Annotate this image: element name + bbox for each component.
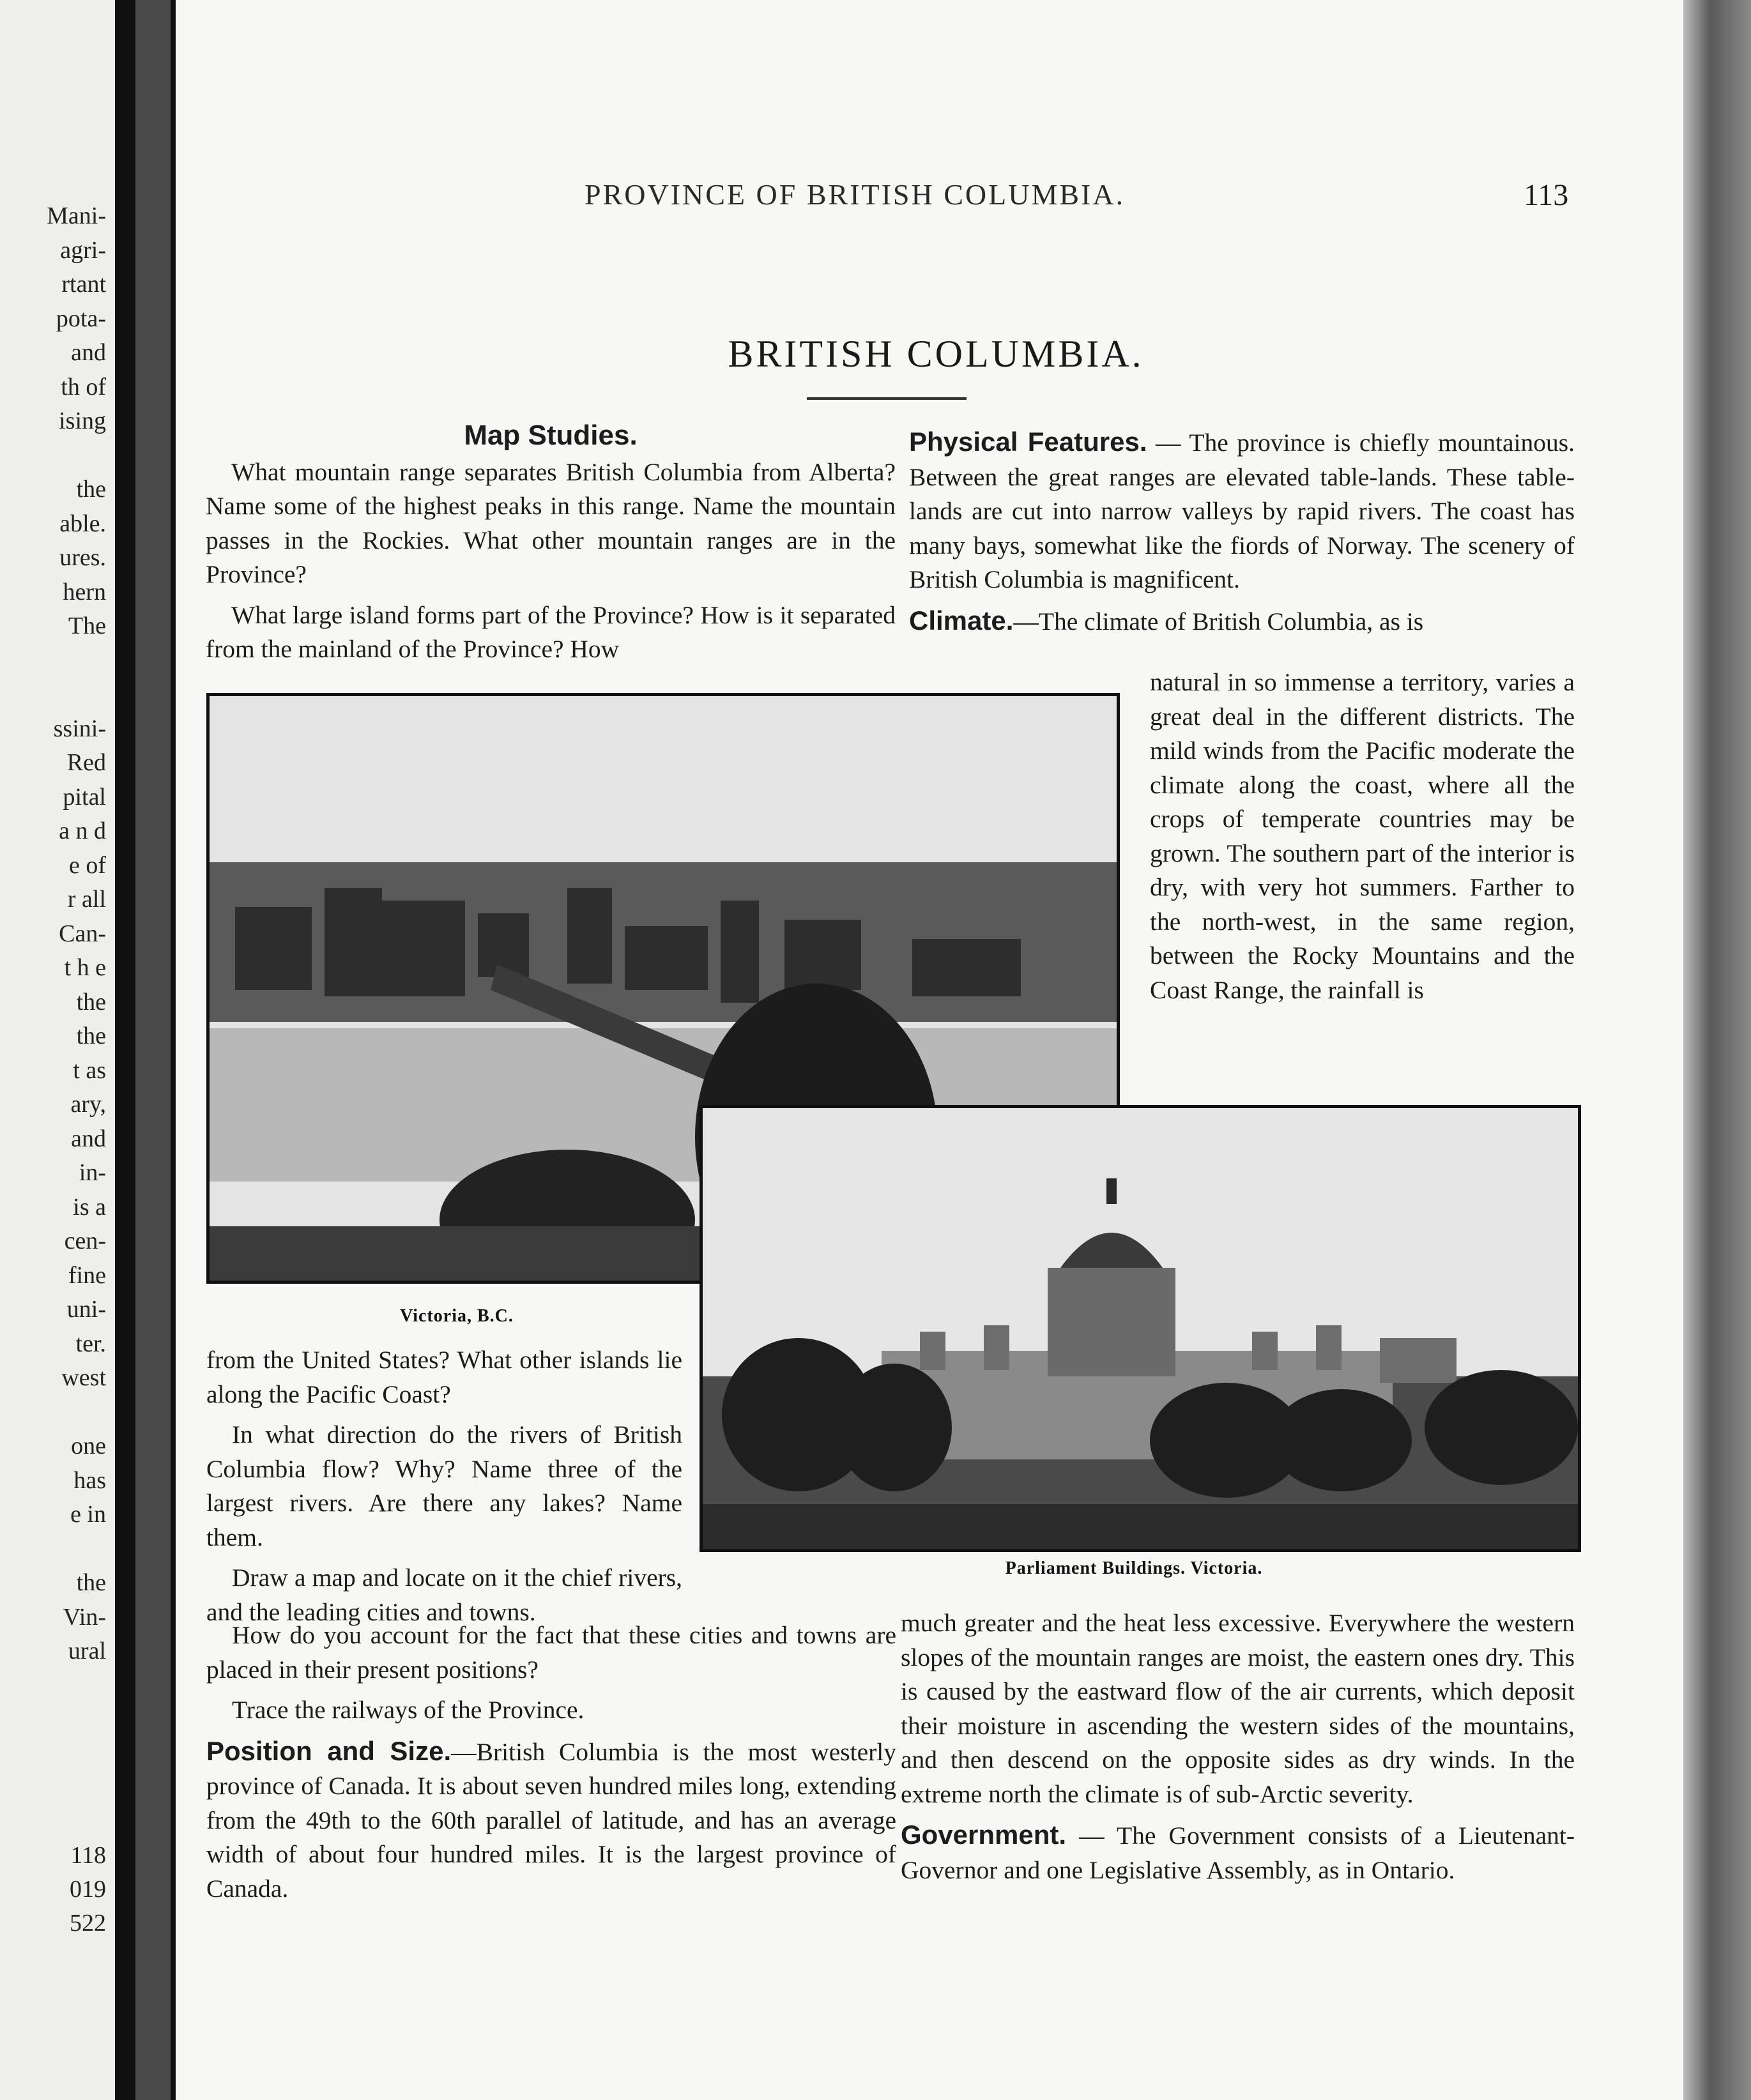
previous-page-line: uni- <box>66 1296 106 1323</box>
previous-page-number: 118 <box>70 1842 106 1869</box>
previous-page-line: hern <box>63 578 106 605</box>
previous-page-line: ssini- <box>53 715 106 742</box>
victoria-caption: Victoria, B.C. <box>400 1306 514 1326</box>
previous-page-line: the <box>76 476 106 503</box>
map-studies-bottom <box>206 1343 682 1629</box>
chapter-title: BRITISH COLUMBIA. <box>728 333 1144 375</box>
parliament-caption: Parliament Buildings. Victoria. <box>1005 1558 1263 1578</box>
previous-page-line: pota- <box>56 305 106 332</box>
previous-page-line: cen- <box>64 1228 106 1254</box>
previous-page-line: able. <box>59 510 106 537</box>
right-column-lower <box>901 1606 1575 1887</box>
previous-page-line: the <box>76 1569 106 1596</box>
map-studies-p2-cont: from the United States? What other islands lie along the Pacific Coast? <box>206 1346 682 1408</box>
previous-page-line: is a <box>73 1193 106 1221</box>
previous-page-line: t as <box>73 1056 106 1084</box>
previous-page-line: ising <box>59 407 106 434</box>
previous-page-edge <box>0 0 115 2100</box>
climate-narrow <box>1150 666 1575 1007</box>
previous-page-line: ures. <box>59 544 106 571</box>
map-studies-p5: How do you account for the fact that these cities and towns are placed in their present positions? <box>206 1621 896 1684</box>
map-studies-p4: Draw a map and locate on it the chief rivers, and the leading cities and towns. <box>206 1564 682 1626</box>
climate-lead: —The climate of British Columbia, as is <box>1013 607 1424 635</box>
previous-page-line: e of <box>68 851 106 879</box>
map-studies-p6: Trace the railways of the Province. <box>232 1696 585 1724</box>
previous-page-line: the <box>76 988 106 1016</box>
previous-page-line: r all <box>67 886 106 913</box>
page <box>176 0 1683 2100</box>
physical-features-heading: Physical Features. <box>909 427 1147 457</box>
climate-text-cont: much greater and the heat less excessive. Everywhere the western slopes of the mountain ranges are moist, the eastern ones dry. This is caused by the eastward flow of the air currents, which deposit their moisture in ascending the western sides of the mountains, and then descend on the opposite sides as dry winds. In the extreme north the climate is of sub-Arctic severity. <box>901 1609 1575 1808</box>
map-studies-heading: Map Studies. <box>464 420 638 451</box>
previous-page-line: one <box>71 1433 106 1459</box>
previous-page-line: Mani- <box>47 202 106 229</box>
previous-page-line: fine <box>68 1261 106 1289</box>
previous-page-number: 019 <box>70 1876 106 1903</box>
previous-page-line: has <box>73 1466 106 1494</box>
previous-page-line: a n d <box>59 818 106 844</box>
previous-page-line: pital <box>63 783 106 810</box>
map-studies-p2: What large island forms part of the Province? How is it separated from the mainland of the Province? How <box>206 600 896 663</box>
book-spine <box>135 0 171 2100</box>
position-size-heading: Position and Size. <box>206 1735 452 1766</box>
climate-heading: Climate. <box>909 605 1014 635</box>
map-studies-p1: What mountain range separates British Columbia from Alberta? Name some of the highest peaks in this range. Name the mountain passes in the Rockies. What other mountain ranges are in the Province? <box>206 457 896 588</box>
climate-text: natural in so immense a territory, varies a great deal in the different districts. The mild winds from the Pacific moderate the climate along the coast, where all the crops of temperate countries may be grown. The southern part of the interior is dry, with very hot summers. Farther to the north-west, in the same region, between the Rocky Mountains and the Coast Range, the rainfall is <box>1150 668 1575 1004</box>
previous-page-line: in- <box>79 1159 106 1186</box>
page-right-edge <box>1683 0 1751 2100</box>
map-studies-p3: In what direction do the rivers of British Columbia flow? Why? Name three of the largest rivers. Are there any lakes? Name them. <box>206 1420 682 1551</box>
title-rule <box>807 397 967 400</box>
government-text: — The Government consists of a Lieutenant-Governor and one Legislative Assembly, as in Ontario. <box>901 1822 1575 1884</box>
government-heading: Government. <box>901 1820 1067 1850</box>
right-column-top <box>909 425 1575 639</box>
running-head: PROVINCE OF BRITISH COLUMBIA. <box>585 178 1126 211</box>
previous-page-line: west <box>61 1364 106 1391</box>
previous-page-line: Red <box>66 749 106 776</box>
previous-page-line: the <box>76 1023 106 1049</box>
previous-page-line: ary, <box>70 1091 106 1118</box>
previous-page-line: and <box>71 339 106 366</box>
parliament-photo <box>700 1105 1581 1552</box>
previous-page-line: rtant <box>61 271 106 298</box>
map-studies-top <box>206 418 896 667</box>
previous-page-line: ural <box>68 1638 106 1664</box>
page-number: 113 <box>1524 178 1569 212</box>
physical-features-text: — The province is chiefly mountainous. Between the great ranges are elevated table-lands. These table-lands are cut into narrow valleys by rapid rivers. The coast has many bays, somewhat like the fiords of Norway. The scenery of British Columbia is magnificent. <box>909 429 1575 593</box>
previous-page-line: ter. <box>75 1330 106 1357</box>
previous-page-number: 522 <box>70 1910 106 1936</box>
previous-page-line: Vin- <box>63 1603 106 1631</box>
previous-page-line: Can- <box>59 920 106 947</box>
previous-page-line: e in <box>70 1501 106 1528</box>
previous-page-line: and <box>71 1125 106 1152</box>
position-size-text: —British Columbia is the most westerly province of Canada. It is about seven hundred miles long, extending from the 49th to the 60th parallel of latitude, and has an average width of about four hundred miles. It is the largest province of Canada. <box>206 1737 896 1903</box>
previous-page-line: t h e <box>64 954 106 981</box>
previous-page-line: th of <box>61 373 106 400</box>
previous-page-line: agri- <box>60 236 106 264</box>
left-column-lower <box>206 1618 896 1906</box>
previous-page-line: The <box>68 612 106 639</box>
